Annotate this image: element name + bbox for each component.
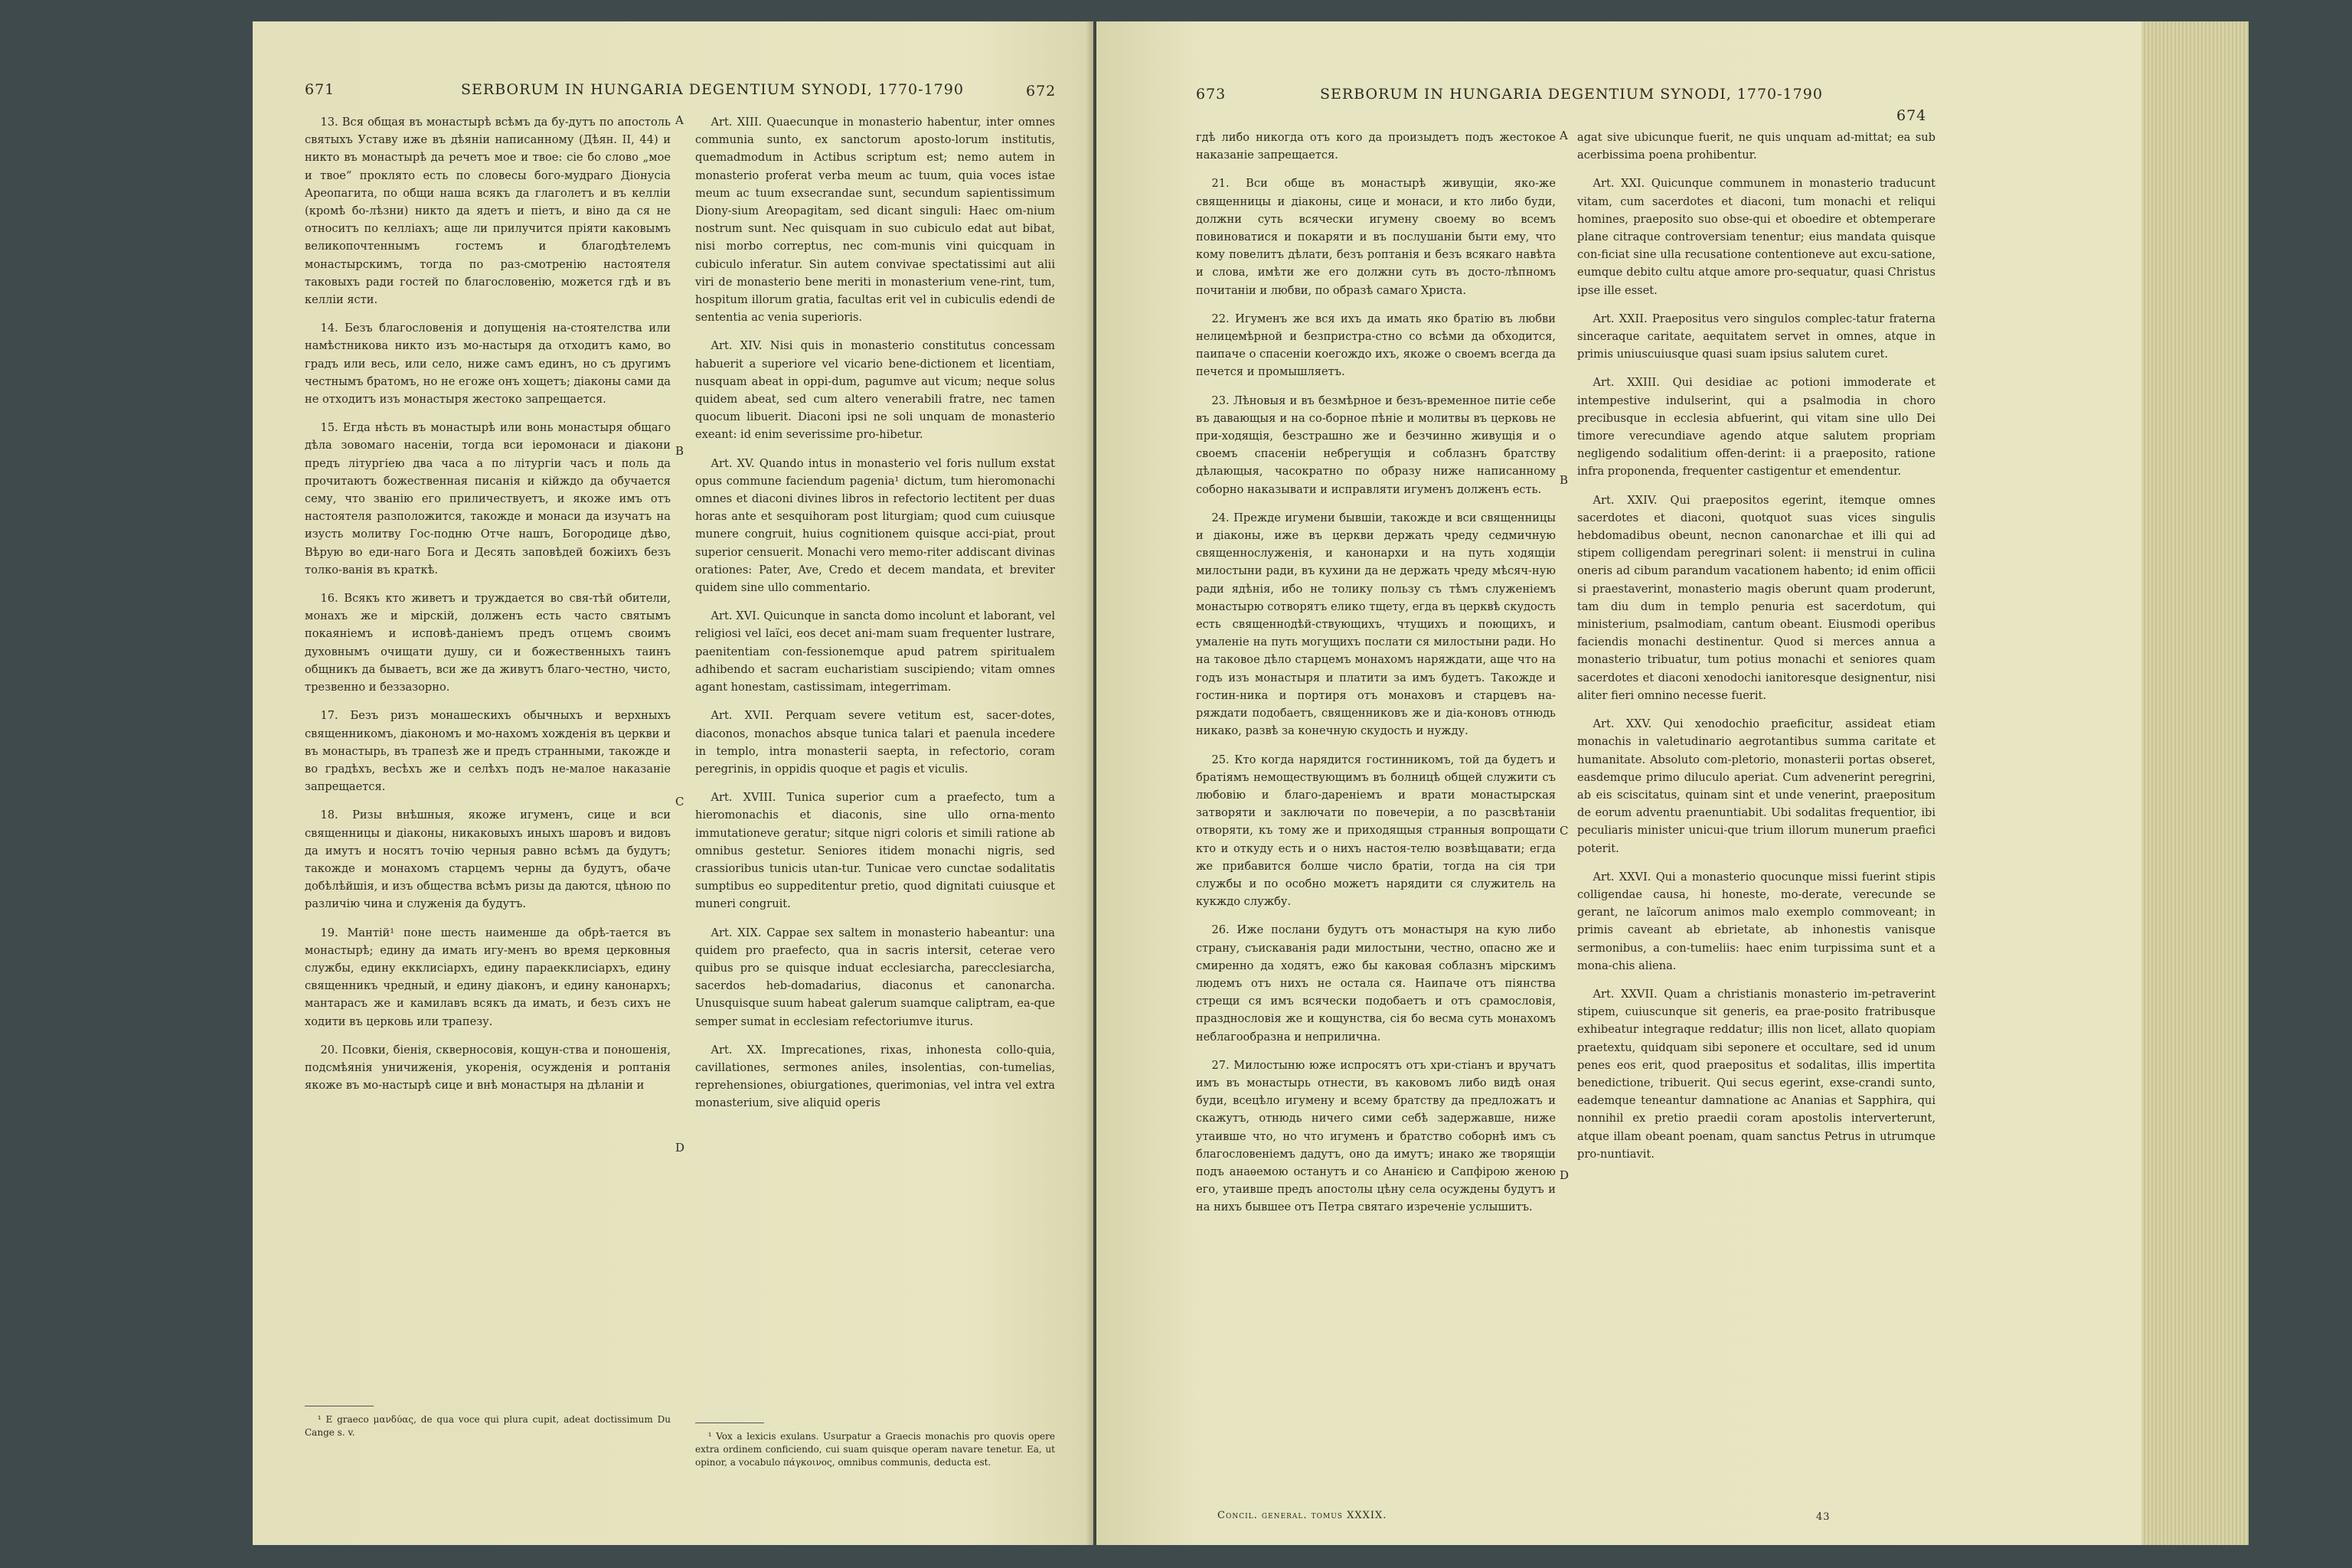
page-number-left-outer: 671 [305, 81, 335, 98]
article-xiii: Art. XIII. Quaecunque in monasterio habentur, inter omnes communia sunto, ex sanctorum aposto-lorum institutis, quemadmodum in Actibus scriptum est; nemo autem in monasterio proferat verba meum ac tuum, quia voces istae meum ac tuum exsecrandae sunt, secundum sapientissimum Diony-sium Areopagitam, sed dicant singuli: Haec om-nium nostrum sunt. Nec quisquam in suo cubiculo edat aut bibat, nisi morbo correptus, nec com-munis vini quicquam in cubiculo inferatur. Sin autem convivae spectatissimi aut alii viri de monasterio bene meriti in monasterium vene-rint, tum, hospitum illorum gratia, facultas erit vel in cubiculis edendi de sententia ac venia superioris. [695, 116, 1055, 325]
page-number-right-inner: 673 [1196, 86, 1227, 103]
margin-letter-a: A [675, 113, 684, 127]
paragraph-26: 26. Иже послани будутъ отъ монастыря на кую либо страну, съискаванія ради милостыни, честно, опасно же и смиренно да ходятъ, ежо бы каковая соблазнъ мірскимъ людемъ отъ нихъ не остала ся. Наипаче отъ піянства стрещи ся имъ всячески подобаетъ и отъ срамословія, празднословія же и кощунства, сія бо весма суть монахомъ неблагообразна и неприлична. [1196, 923, 1556, 1044]
article-xx: Art. XX. Imprecationes, rixas, inhonesta collo-quia, cavillationes, sermones aniles, insolentias, con-tumelias, reprehensiones, obiurgationes, querimonias, vel intra vel extra monasterium, sive aliquid operis [695, 1043, 1055, 1110]
page-number-left-inner: 672 [1026, 83, 1057, 100]
margin-letter-b: B [675, 444, 684, 458]
article-xiv: Art. XIV. Nisi quis in monasterio constitutus concessam habuerit a superiore vel vicario bene-dictionem et licentiam, nusquam abeat in oppi-dum, pagumve aut vicum; neque solus quidem abeat, sed cum altero venerabili fratre, nec tamen quocum libuerit. Diaconi ipsi ne soli unquam de monasterio exeant: id enim severissime pro-hibetur. [695, 339, 1055, 442]
footnote-slavonic-text: ¹ E graeco μανδύας, de qua voce qui plura cupit, adeat doctissimum Du Cange s. v. [305, 1414, 671, 1438]
latin-column-left [695, 113, 1055, 1123]
paragraph-15: 15. Егда нѣсть въ монастырѣ или вонь монастыря общаго дѣла зовомаго насеніи, тогда вси іеромонаси и діакони предъ літургіею два часа а по літургіи часъ и поль да прочитаютъ божественная писанія и кійждо да обучается сему, что званію его приличествуетъ, и якоже имъ отъ настоятеля разположится, такожде и монаси да изучатъ на изусть молитву Гос-подню Отче нашъ, Богородице дѣво, Вѣрую во еди-наго Бога и Десять заповѣдей божіихъ безъ толко-ванія въ краткѣ. [305, 421, 671, 577]
footnote-slavonic [305, 1413, 671, 1439]
paragraph-17: 17. Безъ ризъ монашескихъ обычныхъ и верхныхъ священникомъ, діакономъ и мо-нахомъ хожденія въ церкви и въ монастырь, въ трапезѣ же и предъ странными, такожде и во градѣхъ, весѣхъ же и селѣхъ подъ не-малое наказаніе запрещается. [305, 709, 671, 794]
paragraph-19: 19. Мантій¹ поне шесть наименше да обрѣ-тается въ монастырѣ; едину да имать игу-менъ во время церковныя службы, едину екклисіархъ, едину параекклисіархъ, едину священникъ чредный, и едину діаконъ, и едину канонархъ; мантарасъ же и камилавъ всякъ да имать, и безъ сихъ не ходити въ церковь или трапезу. [305, 926, 671, 1028]
paragraph-25: 25. Кто когда нарядится гостинникомъ, той да будетъ и братіямъ немоществующимъ въ болницѣ общей служити съ любовію и благо-дареніемъ и врати монастырская затворяти и заключати по повечеріи, а по разсвѣтаніи отворяти, къ тому же и приходящыя странныя вопрощати кто и откуду есть и о нихъ настоя-телю возвѣщавати; егда же прибавится болше число братіи, тогда на сія три службы и по особно можетъ нарядити ся служитель на кукждо службу. [1196, 753, 1556, 909]
paragraph-16: 16. Всякъ кто живетъ и труждается во свя-тѣй обители, монахъ же и мірскій, долженъ есть часто святымъ покаяніемъ и исповѣ-даніемъ предъ отцемъ своимъ духовнымъ очищати душу, си и божественныхъ таинъ общникъ да бываетъ, вси же да живутъ благо-честно, чисто, трезвенно и беззазорно. [305, 592, 671, 694]
paragraph-13: 13. Вся общая въ монастырѣ всѣмъ да бу-дутъ по апостоль святыхъ Уставу иже въ дѣяніи написанному (Дѣян. II, 44) и никто въ монастырѣ да речетъ мое и твое: сіе бо слово „мое и твое“ проклято есть по словесы бого-мудраго Діонусіа Ареопагита, по общи наша всякъ да глаголетъ и въ келліи (кромѣ бо-лѣзни) никто да ядетъ и піетъ, и віно да ся не относитъ по келліахъ; аще ли прилучится пріяти каковымъ великопочтеннымъ гостемъ и благодѣтелемъ монастырскимъ, тогда по раз-смотренію настоятеля таковыхъ ради гостей по благословенію, можется гдѣ и въ келліи ясти. [305, 116, 671, 307]
article-xvi: Art. XVI. Quicunque in sancta domo incolunt et laborant, vel religiosi vel laïci, eos decet ani-mam suam frequenter lustrare, paenitentiam con-fessionemque apud patrem spiritualem adhibendo et sacram eucharistiam suscipiendo; vitam omnes agant honestam, castissimam, integerrimam. [695, 609, 1055, 694]
paragraph-22: 22. Игуменъ же вся ихъ да имать яко братію въ любви нелицемѣрной и безпристра-стно со всѣми да обходится, паипаче о спасеніи коегождо ихъ, якоже о своемъ всегда да печется и промышляетъ. [1196, 312, 1556, 379]
signature-mark: 43 [1816, 1511, 1831, 1523]
right-page [1096, 21, 2141, 1545]
article-xv: Art. XV. Quando intus in monasterio vel foris nullum exstat opus commune faciendum pagenia¹ dictum, tum hieromonachi omnes et diaconi divines libros in refectorio lectitent per duas horas ante et sesquihoram post liturgiam; quod cum cuiusque munere congruit, huius cognitionem quisque acci-piat, prout superior censuerit. Monachi vero memo-riter addiscant divinas orationes: Pater, Ave, Credo et decem mandata, et breviter quidem sine ullo commentario. [695, 456, 1055, 595]
article-xxi: Art. XXI. Quicunque communem in monasterio traducunt vitam, cum sacerdotes et diaconi, tum monachi et reliqui homines, praeposito suo obse-qui et oboedire et obtemperare plane citraque controversiam tenentur; eius mandata quisque con-ficiat sine ulla recusatione contentioneve aut excu-satione, eumque debito cultu atque amore pro-sequatur, quasi Christus ipse ille esset. [1577, 177, 1936, 297]
article-xxiv: Art. XXIV. Qui praepositos egerint, itemque omnes sacerdotes et diaconi, quotquot suas vices singulis hebdomadibus obeunt, necnon canonarchae et illi qui ad stipem colligendam peregrinari solent: ii menstrui in culina oneris ad cibum parandum vacationem habento; id enim officii si praestaverint, monasterio magis oberunt quam proderunt, tam diu dum in templo penuria est sacerdotum, qui ministerium, psalmodiam, cantum obeant. Eiusmodi operibus faciendis monachi destinentur. Quod si merces annua a monasterio tribuatur, tum potius monachi et seniores quam sacerdotes et diaconi xenodochi ianitoresque designentur, nisi aliter fieri omnino necesse fuerit. [1577, 493, 1936, 702]
margin-letter-c-right: C [1560, 824, 1569, 838]
paragraph-20: 20. Псовки, біенія, скверносовія, кощун-ства и поношенія, подсмѣянія уничиженія, укоренія, осужденія и роптанія якоже въ мо-настырѣ сице и внѣ монастыря на дѣланіи и [305, 1043, 671, 1093]
margin-letter-d: D [675, 1141, 685, 1155]
paragraph-14: 14. Безъ благословенія и допущенія на-стоятелства или намѣстникова никто изъ мо-настыря да отходитъ камо, во градъ или весь, или село, ниже самъ единъ, но съ другимъ честнымъ братомъ, но не егоже онъ хощетъ; діаконы сами да не отходитъ изъ монастыря жестоко запрещается. [305, 322, 671, 407]
paragraph-21: 21. Вси обще въ монастырѣ живущіи, яко-же священницы и діаконы, сице и монаси, и кто либо буди, должни суть всячески игумену своему во всемъ повиноватися и покаряти и въ послушаніи быти ему, что кому повелитъ дѣлати, безъ роптанія и безъ всякаго навѣта и слова, имѣти же его должни суть въ досто-лѣпномъ почитаніи и любви, по образѣ самаго Христа. [1196, 177, 1556, 297]
margin-letter-d-right: D [1560, 1168, 1570, 1182]
slavonic-column-left [305, 113, 671, 1105]
paragraph-18: 18. Ризы внѣшныя, якоже игуменъ, сице и вси священницы и діаконы, никаковыхъ иныхъ шаровъ и видовъ да имутъ и носятъ точію черныя равно всѣмъ да будутъ; такожде и монахомъ старцемъ черны да будутъ, обаче добѣлѣйшія, и изъ общества всѣмъ ризы да даются, цѣною по различію чина и служенія да будутъ. [305, 808, 671, 911]
margin-letter-a-right: A [1560, 129, 1568, 142]
article-xxv: Art. XXV. Qui xenodochio praeficitur, assideat etiam monachis in valetudinario aegrotantibus summa caritate et humanitate. Absoluto com-pletorio, monasterii portas obseret, easdemque primo diluculo aperiat. Cum advenerint peregrini, ab eis sciscitatus, quinam sint et unde venerint, praepositum de eorum adventu praenuntiabit. Ubi sodalitas frequentior, ibi peculiaris minister unicui-que trium illorum munerum praefici poterit. [1577, 717, 1936, 855]
running-title-right: SERBORUM IN HUNGARIA DEGENTIUM SYNODI, 1770-1790 [1320, 86, 1823, 103]
latin-column-right [1577, 129, 1936, 1174]
article-xix: Art. XIX. Cappae sex saltem in monasterio habeantur: una quidem pro praefecto, qua in sacris intersit, ceterae vero quibus pro se quisque induat ecclesiarcha, parecclesiarcha, sacerdos heb-domadarius, diaconus et canonarcha. Unusquisque suum habeat galerum suamque caliptram, ea-que semper sumat in ecclesiam refectoriumve iturus. [695, 926, 1055, 1028]
article-xxii: Art. XXII. Praepositus vero singulos complec-tatur fraterna sinceraque caritate, aequitatem servet in omnes, atque in primis uniuscuiusque quasi suam ipsius salutem curet. [1577, 312, 1936, 361]
signature-line: Concil. general. tomus XXXIX. [1217, 1510, 1387, 1521]
article-xx-cont: agat sive ubicunque fuerit, ne quis unquam ad-mittat; ea sub acerbissima poena prohibentur. [1577, 131, 1936, 162]
slavonic-column-right [1196, 129, 1556, 1227]
margin-letter-b-right: B [1560, 473, 1569, 487]
page-number-right-outer: 674 [1896, 107, 1927, 124]
margin-letter-c: C [675, 795, 684, 808]
article-xviii: Art. XVIII. Tunica superior cum a praefecto, tum a hieromonachis et diaconis, sine ullo orna-mento immutationeve geratur; sitque nigri coloris et simili ratione ab omnibus gestetur. Seniores itidem monachi nigris, sed crassioribus tunicis utan-tur. Tunicae vero cunctae sodalitatis sumptibus eo suppeditentur pretio, quod dignitati cuiusque et muneri congruit. [695, 791, 1055, 911]
footnote-latin [695, 1430, 1055, 1469]
paragraph-27: 27. Милостыню юже испросятъ отъ хри-стіанъ и вручатъ имъ въ монастырь отнести, въ каковомъ либо видѣ оная буди, всецѣло игумену и всему братству да предложатъ и скажутъ, отнюдь ничего сими себѣ задержавше, ниже утаивше что, но что игуменъ и братство соборнѣ имъ съ благословеніемъ дадутъ, оно да имутъ; инако же творящіи подъ анаѳемою останутъ и со Ананією и Сапфірою женою его, утаивше предъ апостолы цѣну села осуждены будутъ и на нихъ бывшее отъ Петра святаго изреченіе услышитъ. [1196, 1058, 1556, 1214]
book-fore-edge [2141, 21, 2249, 1545]
article-xxvi: Art. XXVI. Qui a monasterio quocunque missi fuerint stipis colligendae causa, hi honeste, mo-derate, verecunde se gerant, ne laïcorum animos malo exemplo commoveant; in primis caveant ab ebrietate, ab inhonestis vanisque sermonibus, a con-tumeliis: haec enim turpissima sunt et a mona-chis aliena. [1577, 870, 1936, 972]
paragraph-23: 23. Лѣновыя и въ безмѣрное и безъ-временное питіе себе въ давающыя и на со-борное пѣніе и молитвы въ церковь не при-ходящія, безстрашно же и безчинно живущія и о своемъ спасеніи небрегущія и соблазнъ братству дѣлающыя, часократно по образу ниже написанному соборно наказывати и исправляти игуменъ долженъ есть. [1196, 394, 1556, 496]
footnote-latin-text: ¹ Vox a lexicis exulans. Usurpatur a Graecis monachis pro quovis opere extra ordinem conficiendo, cui suam quisque operam navare tenetur. Ea, ut opinor, a vocabulo πάγκοινος, omnibus communis, deducta est. [695, 1431, 1055, 1468]
left-page [253, 21, 1093, 1545]
paragraph-20-cont: гдѣ либо никогда отъ кого да произыдетъ подъ жестокое наказаніе запрещается. [1196, 131, 1556, 162]
article-xxiii: Art. XXIII. Qui desidiae ac potioni immoderate et intempestive indulserint, qui a psalmodia in choro precibusque in ecclesia abfuerint, qui vitam sine ullo Dei timore verecundiave agendo atque salutem propriam negligendo sodalitium offen-derint: ii a praeposito, ratione infra proponenda, frequenter castigentur et emendentur. [1577, 376, 1936, 479]
paragraph-24: 24. Прежде игумени бывшіи, такожде и вси священницы и діаконы, иже въ церкви держать чреду седмичную священнослуженія, и канонархи и на путь ходящіи милостыни ради, въ кухини да не держать чреду мѣсяч-ную ради ядѣнія, ибо не толику пользу съ тѣмъ служеніемъ монастырю сотворятъ елико тщету, егда въ церквѣ скудость есть священнодѣй-ствующихъ, чтущихъ и поющихъ, и умаленіе на путь могущихъ послати ся милостыни ради. Но на таковое дѣло старцемъ монахомъ наряждати, аще что на годъ изъ монастыря и платити за имъ будетъ. Такожде и гостин-ника и портиря отъ монаховъ и старцевъ на-ряждати подобаетъ, священниковъ же и діа-коновъ отнюдь никако, развѣ за конечную скудость и нужду. [1196, 511, 1556, 738]
article-xxvii: Art. XXVII. Quam a christianis monasterio im-petraverint stipem, cuiuscunque sit generis, ea prae-posito fratribusque exhibeatur integraque reddatur; illis non licet, allato quopiam praetextu, quidquam sibi seponere et occultare, sed id unum penes eos erit, quod praepositus et sodalitas, illis impertita benedictione, tribuerit. Qui secus egerint, exse-crandi sunto, eademque teneantur damnatione ac Ananias et Sapphira, qui nonnihil ex pretio praedii coram apostolis interverterunt, atque illam obeant poenam, quam sanctus Petrus in utrumque pro-nuntiavit. [1577, 987, 1936, 1161]
article-xvii: Art. XVII. Perquam severe vetitum est, sacer-dotes, diaconos, monachos absque tunica talari et paenula incedere in templo, intra monasterii saepta, in refectorio, coram peregrinis, in oppidis quoque et pagis et viculis. [695, 709, 1055, 776]
running-title-left: SERBORUM IN HUNGARIA DEGENTIUM SYNODI, 1770-1790 [461, 81, 964, 98]
